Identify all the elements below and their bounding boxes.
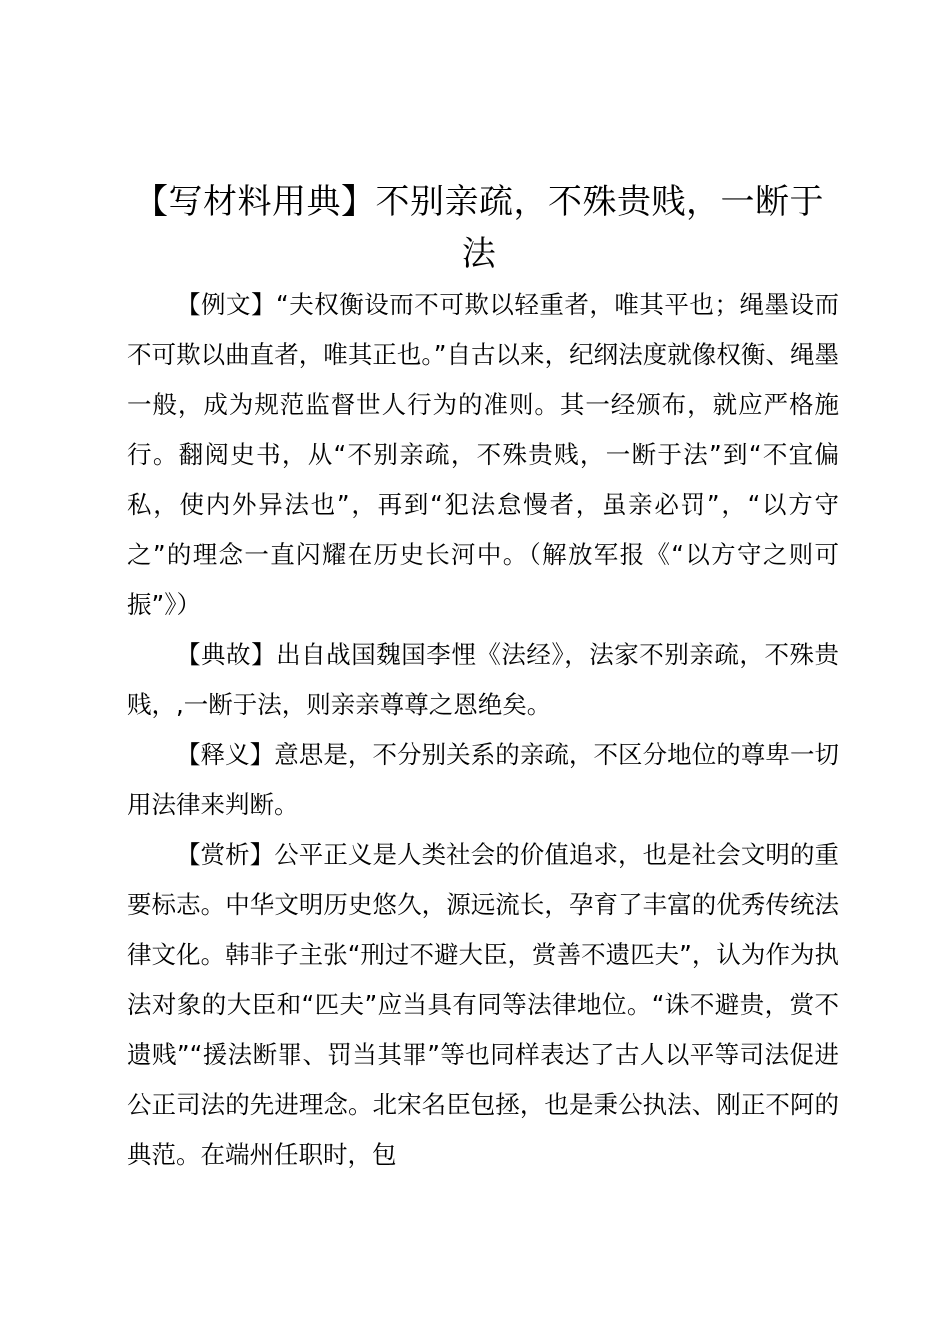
paragraph-appreciation: 【赏析】公平正义是人类社会的价值追求，也是社会文明的重要标志。中华文明历史悠久，源远流长，孕育了丰富的优秀传统法律文化。韩非子主张“刑过不避大臣，赏善不遗匹夫”，认为作为执法对象的大臣和“匹夫”应当具有同等法律地位。“诛不避贵，赏不遗贱”“援法断罪、罚当其罪”等也同样表达了古人以平等司法促进公正司法的先进理念。北宋名臣包拯，也是秉公执法、刚正不阿的典范。在端州任职时，包: [127, 840, 839, 1169]
document-title: 【写材料用典】不别亲疏，不殊贵贱，一断于法: [134, 182, 824, 274]
paragraph-allusion: 【典故】出自战国魏国李悝《法经》，法家不别亲疏，不殊贵贱，,一断于法，则亲亲尊尊之恩绝矣。: [127, 640, 839, 719]
paragraph-meaning: 【释义】意思是，不分别关系的亲疏，不区分地位的尊卑一切用法律来判断。: [127, 740, 839, 819]
document-body: [127, 280, 839, 1180]
paragraph-example: 【例文】“夫权衡设而不可欺以轻重者，唯其平也；绳墨设而不可欺以曲直者，唯其正也。”自古以来，纪纲法度就像权衡、绳墨一般，成为规范监督世人行为的准则。其一经颁布，就应严格施行。翻阅史书，从“不别亲疏，不殊贵贱，一断于法”到“不宜偏私，使内外异法也”，再到“犯法怠慢者，虽亲必罚”，“以方守之”的理念一直闪耀在历史长河中。（解放军报《“以方守之则可振”》）: [127, 290, 839, 619]
